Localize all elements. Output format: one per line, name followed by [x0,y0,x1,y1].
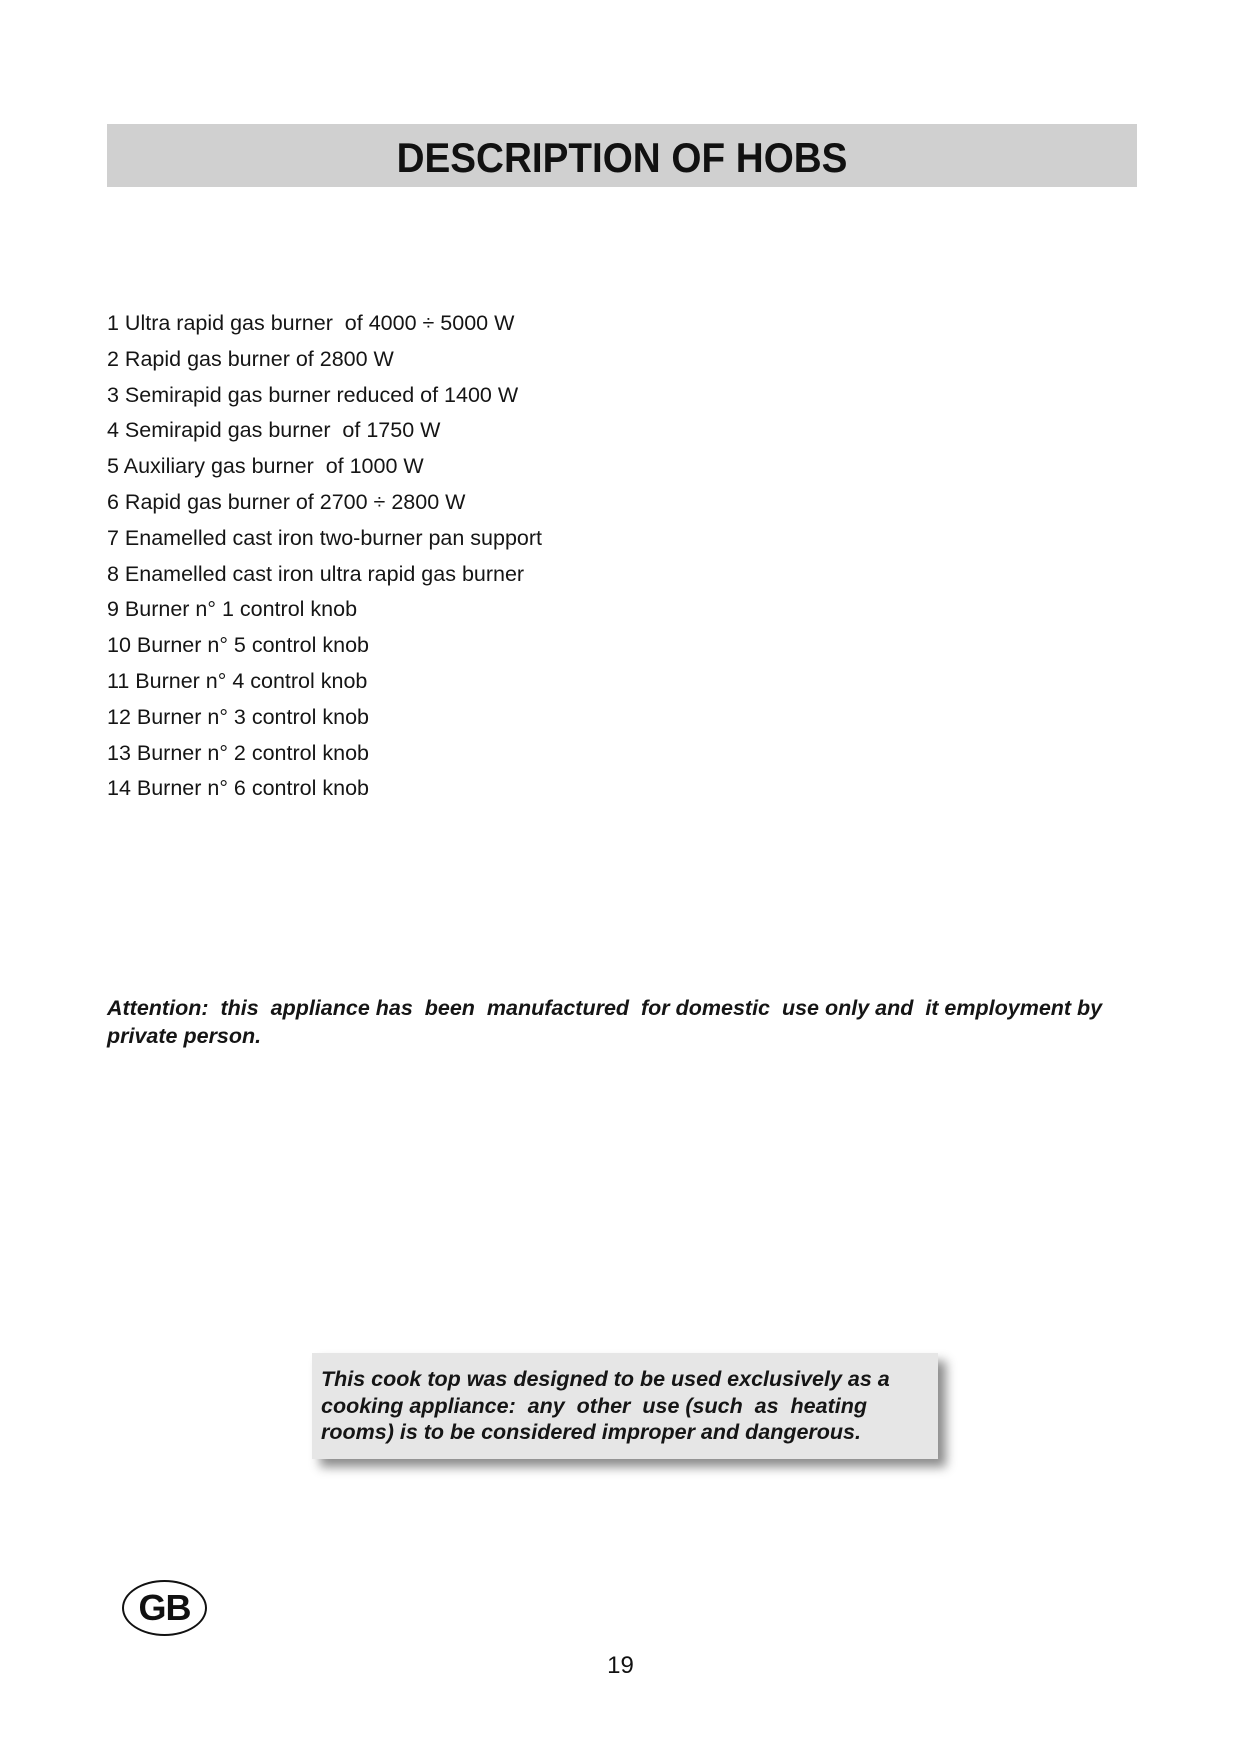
attention-note: Attention: this appliance has been manufactured for domestic use only and it employment by private person. [107,996,1109,1048]
list-item: 4 Semirapid gas burner of 1750 W [107,418,441,443]
list-item: 12 Burner n° 3 control knob [107,704,369,729]
list-item: 9 Burner n° 1 control knob [107,597,358,622]
list-item: 8 Enamelled cast iron ultra rapid gas burner [107,561,525,586]
list-item: 14 Burner n° 6 control knob [107,776,369,801]
parts-list [107,306,542,807]
country-badge [122,1580,207,1636]
notice-text: This cook top was designed to be used exclusively as a cooking appliance: any other use (such as heating rooms) is to be considered improper and dangerous. [321,1367,896,1444]
country-badge-label: GB [138,1587,191,1628]
list-item: 3 Semirapid gas burner reduced of 1400 W [107,382,519,407]
page-number: 19 [607,1652,634,1679]
page-title: DESCRIPTION OF HOBS [396,133,848,181]
title-banner [107,124,1137,187]
list-item: 2 Rapid gas burner of 2800 W [107,346,394,371]
list-item: 6 Rapid gas burner of 2700 ÷ 2800 W [107,489,466,514]
list-item: 7 Enamelled cast iron two-burner pan support [107,525,543,550]
list-item: 11 Burner n° 4 control knob [107,668,368,693]
notice-box [312,1353,938,1459]
list-item: 13 Burner n° 2 control knob [107,740,369,765]
list-item: 1 Ultra rapid gas burner of 4000 ÷ 5000 W [107,311,515,335]
list-item: 5 Auxiliary gas burner of 1000 W [107,454,424,479]
list-item: 10 Burner n° 5 control knob [107,633,369,658]
